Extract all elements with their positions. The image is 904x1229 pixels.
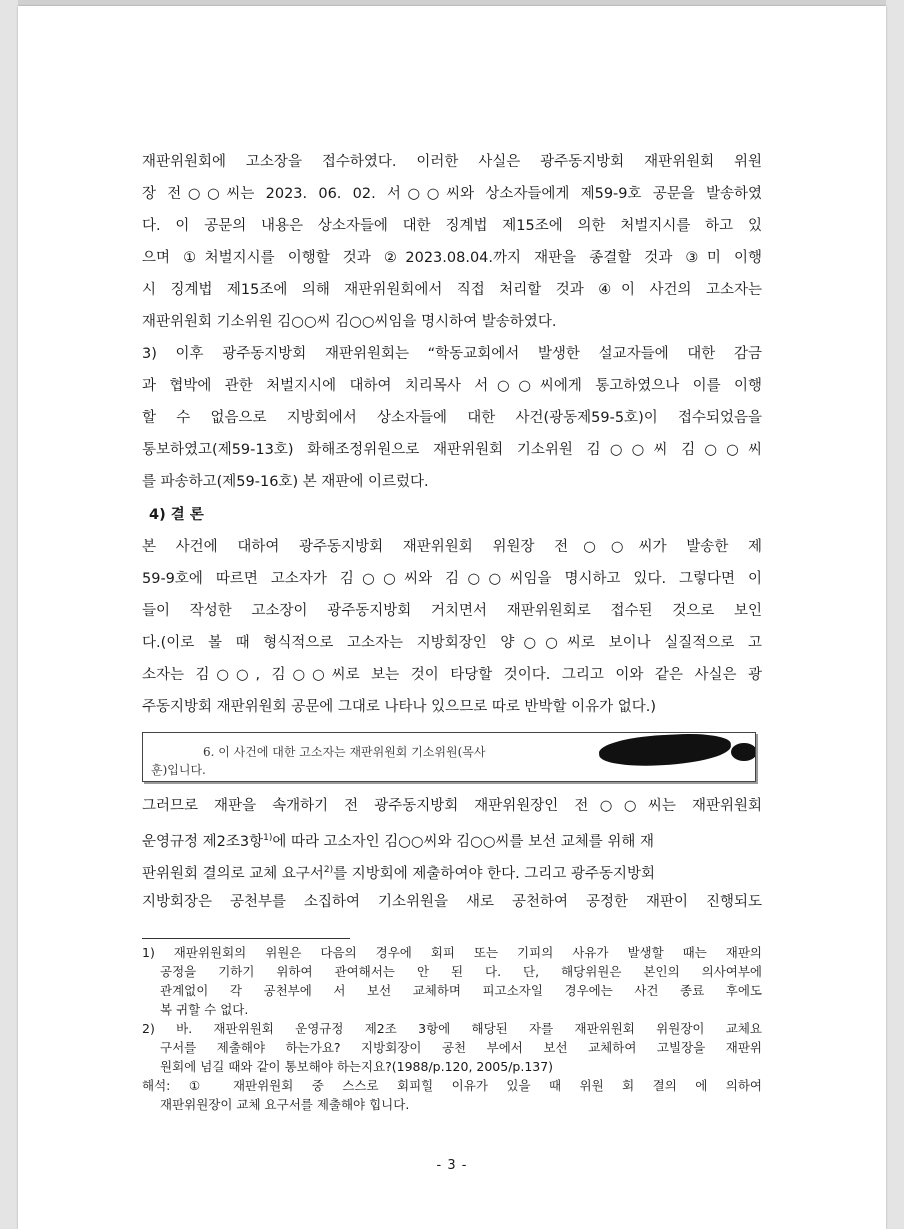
body-line: [142, 828, 762, 852]
body-line: 주동지방회 재판위원회 공문에 그대로 나타나 있으므로 따로 반박할 이유가 없다.): [142, 699, 656, 715]
body-line: 지방회장은 공천부를 소집하여 기소위원을 새로 공천하여 공정한 재판이 진행되도: [142, 894, 762, 910]
body-line: 59-9호에 따르면 고소자가 김○○씨와 김○○씨임을 명시하고 있다. 그렇다면 이: [142, 571, 762, 587]
body-line: 시 징계법 제15조에 의해 재판위원회에서 직접 처리할 것과 ④이 사건의 고소자는: [142, 282, 762, 298]
footnote-ref: 2): [323, 865, 334, 875]
body-line: 으며 ①처벌지시를 이행할 것과 ②2023.08.04.까지 재판을 종결할 것과 ③미 이행: [142, 250, 762, 266]
body-line: 본 사건에 대하여 광주동지방회 재판위원회 위원장 전○○씨가 발송한 제: [142, 539, 762, 555]
text-run: 에 따라 고소자인 김○○씨와 김○○씨를 보선 교체를 위해 재: [272, 833, 654, 850]
footnote-line: 2) 바. 재판위원회 운영규정 제2조 3항에 해당된 자를 재판위원회 위원장이 교체요: [142, 1021, 762, 1036]
footnote-ref: 1): [263, 833, 273, 843]
body-line: 재판위원회 기소위원 김○○씨 김○○씨임을 명시하여 발송하였다.: [142, 314, 557, 330]
body-line: 3) 이후 광주동지방회 재판위원회는 “학동교회에서 발생한 설교자들에 대한 감금: [142, 346, 762, 362]
section-heading-conclusion: 4) 결 론: [149, 507, 204, 523]
body-line: 소자는 김○○, 김○○씨로 보는 것이 타당할 것이다. 그리고 이와 같은 사실은 광: [142, 667, 762, 683]
footnote-line: 공정을 기하기 위하여 관여해서는 안 된 다. 단, 해당위원은 본인의 의사여부에: [160, 964, 762, 979]
quote-line: 훈)입니다.: [151, 763, 206, 777]
footnote-line: 관계없이 각 공천부에 서 보선 교체하며 피고소자일 경우에는 사건 종료 후에도: [160, 983, 762, 998]
footnote-line: 원회에 넘길 때와 같이 통보해야 하는지요?(1988/p.120, 2005/p.137): [160, 1059, 554, 1074]
page-number: - 3 -: [436, 1158, 468, 1173]
footnote-line: 재판위원장이 교체 요구서를 제출해야 힙니다.: [160, 1097, 410, 1112]
document-page: [18, 6, 886, 1229]
text-run: 판위원회 결의로 교체 요구서: [142, 865, 324, 882]
footnote-line: 1) 재판위원회의 위원은 다음의 경우에 회피 또는 기피의 사유가 발생할 때는 재판의: [142, 945, 762, 960]
body-line: 다. 이 공문의 내용은 상소자들에 대한 징계법 제15조에 의한 처벌지시를 하고 있: [142, 218, 762, 234]
text-run: 운영규정 제2조3항: [142, 833, 264, 850]
footnote-line: 복 귀할 수 없다.: [160, 1002, 249, 1017]
body-line: 재판위원회에 고소장을 접수하였다. 이러한 사실은 광주동지방회 재판위원회 위원: [142, 154, 762, 170]
text-run: 를 지방회에 제출하여야 한다. 그리고 광주동지방회: [333, 865, 655, 882]
body-line: 들이 작성한 고소장이 광주동지방회 거치면서 재판위원회로 접수된 것으로 보인: [142, 603, 762, 619]
body-line: 다.(이로 볼 때 형식적으로 고소자는 지방회장인 양○○씨로 보이나 실질적으로 고: [142, 635, 762, 651]
body-line: 그러므로 재판을 속개하기 전 광주동지방회 재판위원장인 전○○씨는 재판위원회: [142, 798, 762, 814]
footnote-divider: [142, 938, 350, 939]
body-line: 장 전○○씨는 2023. 06. 02. 서○○씨와 상소자들에게 제59-9호 공문을 발송하였: [142, 186, 762, 202]
body-line: 를 파송하고(제59-16호) 본 재판에 이르렀다.: [142, 474, 429, 490]
redaction-mark: [598, 732, 731, 768]
quote-line: 6. 이 사건에 대한 고소자는 재판위원회 기소위원(목사: [203, 745, 486, 759]
footnote-line: 해석: ① 재판위원회 중 스스로 회피힐 이유가 있을 때 위원 회 결의 에 의하여: [142, 1078, 762, 1093]
body-line: [142, 860, 762, 884]
body-line: 과 협박에 관한 처벌지시에 대하여 치리목사 서○○씨에게 통고하였으나 이를 이행: [142, 378, 762, 394]
body-line: 통보하였고(제59-13호) 화해조정위원으로 재판위원회 기소위원 김○○씨 김○○씨: [142, 442, 762, 458]
redaction-mark: [731, 743, 756, 761]
body-line: 할 수 없음으로 지방회에서 상소자들에 대한 사건(광동제59-5호)이 접수되었음을: [142, 410, 762, 426]
footnote-line: 구서를 제출해야 하는가요? 지방회장이 공천 부에서 보선 교체하여 고빌장을 재판위: [160, 1040, 762, 1055]
quoted-excerpt-box: [142, 732, 756, 782]
